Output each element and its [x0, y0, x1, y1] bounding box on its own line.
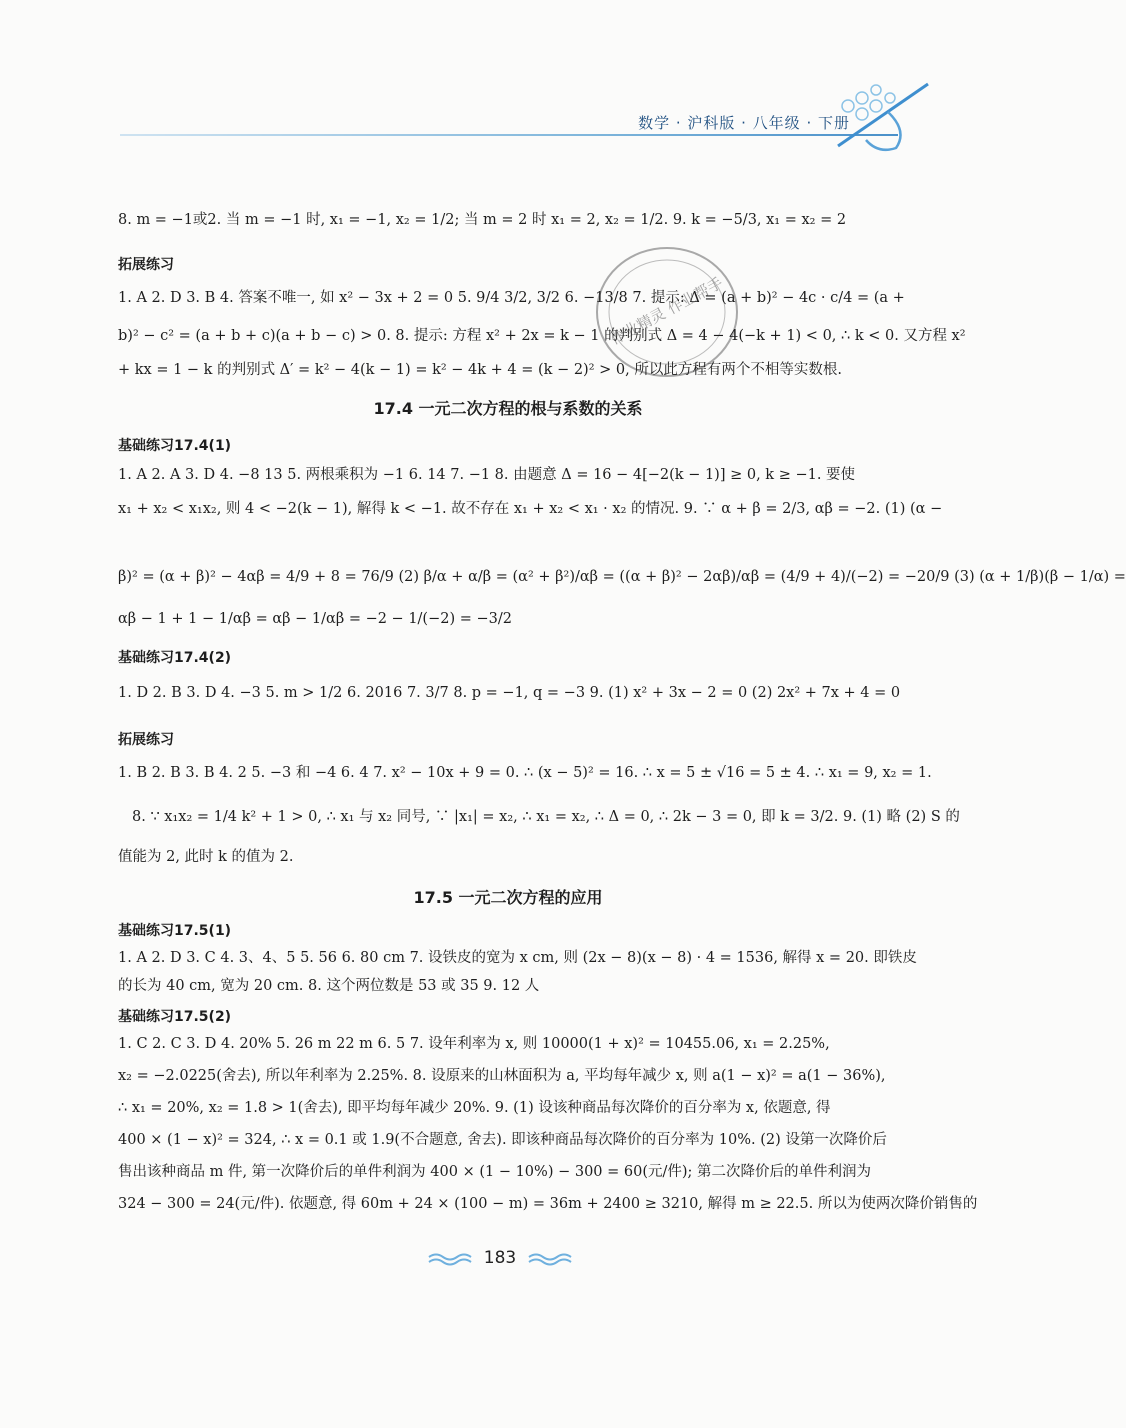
tuozhan-answers — [118, 288, 966, 380]
wave-decoration-icon — [529, 1252, 571, 1266]
practice-heading-17-4-2: 基础练习17.4(2) — [118, 650, 232, 666]
answer-line: 324 − 300 = 24(元/件). 依题意, 得 60m + 24 × (100 − m) = 36m + 2400 ≥ 3210, 解得 m ≥ 22.5. 所以为使两次降价销售的 — [118, 1196, 978, 1212]
header-decoration-icon — [818, 76, 938, 158]
answer-line: 400 × (1 − x)² = 324, ∴ x = 0.1 或 1.9(不合题意, 舍去). 即该种商品每次降价的百分率为 10%. (2) 设第一次降价后 — [118, 1132, 887, 1148]
watermark-text: 作业精灵 作业帮手 — [607, 273, 726, 349]
running-header: 数学 · 沪科版 · 八年级 · 下册 — [638, 114, 850, 132]
answer-line: 1. A 2. D 3. B 4. 答案不唯一, 如 x² − 3x + 2 = 0 5. 9/4 3/2, 3/2 6. −13/8 7. 提示: Δ = (a + b)² − 4c · c/4 = (a + — [118, 290, 905, 306]
wave-decoration-icon — [429, 1252, 471, 1266]
answers-top — [118, 210, 898, 230]
practice-heading-17-5-2: 基础练习17.5(2) — [118, 1009, 232, 1025]
answer-line: 1. B 2. B 3. B 4. 2 5. −3 和 −4 6. 4 7. x² − 10x + 9 = 0. ∴ (x − 5)² = 16. ∴ x = 5 ± √16 = 5 ± 4. ∴ x₁ = 9, x₂ = 1. — [118, 765, 932, 781]
answer-line: 1. C 2. C 3. D 4. 20% 5. 26 m 22 m 6. 5 7. 设年利率为 x, 则 10000(1 + x)² = 10455.06, x₁ = 2.25%, — [118, 1036, 830, 1052]
section-title-17-5: 17.5 一元二次方程的应用 — [413, 888, 603, 907]
answers-17-4-2 — [118, 683, 901, 703]
practice-heading-17-5-1: 基础练习17.5(1) — [118, 923, 232, 939]
answer-line: b)² − c² = (a + b + c)(a + b − c) > 0. 8. 提示: 方程 x² + 2x = k − 1 的判别式 Δ = 4 − 4(−k + 1) < 0, ∴ k < 0. 又方程 x² — [118, 328, 966, 344]
answer-line: x₂ = −2.0225(舍去), 所以年利率为 2.25%. 8. 设原来的山林面积为 a, 平均每年减少 x, 则 a(1 − x)² = a(1 − 36%), — [118, 1068, 886, 1084]
answer-line: 售出该种商品 m 件, 第一次降价后的单件利润为 400 × (1 − 10%) − 300 = 60(元/件); 第二次降价后的单件利润为 — [118, 1164, 872, 1180]
answer-line: 8. ∵ x₁x₂ = 1/4 k² + 1 > 0, ∴ x₁ 与 x₂ 同号, ∵ |x₁| = x₂, ∴ x₁ = x₂, ∴ Δ = 0, ∴ 2k − 3 = 0, 即 k = 3/2. 9. (1) 略 (2) S 的 — [132, 809, 960, 825]
answer-content — [118, 210, 1126, 1214]
answer-line: αβ − 1 + 1 − 1/αβ = αβ − 1/αβ = −2 − 1/(−2) = −3/2 — [118, 611, 512, 627]
answer-line: β)² = (α + β)² − 4αβ = 4/9 + 8 = 76/9 (2) β/α + α/β = (α² + β²)/αβ = ((α + β)² − 2αβ)/αβ = (4/9 + 4)/(−2) = −20/9 (3) (α + 1/β)(β − 1/α) = — [118, 569, 1126, 585]
answer-line: 1. A 2. A 3. D 4. −8 13 5. 两根乘积为 −1 6. 14 7. −1 8. 由题意 Δ = 16 − 4[−2(k − 1)] ≥ 0, k ≥ −1. 要使 — [118, 467, 856, 483]
answer-line: 8. m = −1或2. 当 m = −1 时, x₁ = −1, x₂ = 1/2; 当 m = 2 时 x₁ = 2, x₂ = 1/2. 9. k = −5/3, x₁ = x₂ = 2 — [118, 212, 847, 228]
answer-line: 1. A 2. D 3. C 4. 3、4、5 5. 56 6. 80 cm 7. 设铁皮的宽为 x cm, 则 (2x − 8)(x − 8) · 4 = 1536, 解得 x = 20. 即铁皮 — [118, 950, 917, 966]
answer-line: 1. D 2. B 3. D 4. −3 5. m > 1/2 6. 2016 7. 3/7 8. p = −1, q = −3 9. (1) x² + 3x − 2 = 0 (2) 2x² + 7x + 4 = 0 — [118, 685, 901, 701]
practice-heading-17-4-1: 基础练习17.4(1) — [118, 438, 232, 454]
tuozhan-heading: 拓展练习 — [118, 257, 174, 273]
header-rule — [120, 134, 898, 136]
answer-line: 的长为 40 cm, 宽为 20 cm. 8. 这个两位数是 53 或 35 9. 12 人 — [118, 978, 540, 994]
page-footer — [0, 1248, 1000, 1268]
answers-17-4-1 — [118, 465, 1126, 629]
answer-line: + kx = 1 − k 的判别式 Δ′ = k² − 4(k − 1) = k² − 4k + 4 = (k − 2)² > 0, 所以此方程有两个不相等实数根. — [118, 362, 842, 378]
answers-17-5-1 — [118, 948, 917, 996]
answer-line: ∴ x₁ = 20%, x₂ = 1.8 > 1(舍去), 即平均每年减少 20%. 9. (1) 设该种商品每次降价的百分率为 x, 依题意, 得 — [118, 1100, 831, 1116]
tuozhan-heading-17-4: 拓展练习 — [118, 732, 174, 748]
answers-17-5-2 — [118, 1034, 978, 1214]
answer-line: 值能为 2, 此时 k 的值为 2. — [118, 849, 294, 865]
tuozhan-answers-17-4 — [118, 763, 960, 867]
section-title-17-4: 17.4 一元二次方程的根与系数的关系 — [373, 399, 643, 418]
page-number: 183 — [483, 1248, 517, 1268]
answer-line: x₁ + x₂ < x₁x₂, 则 4 < −2(k − 1), 解得 k < −1. 故不存在 x₁ + x₂ < x₁ · x₂ 的情况. 9. ∵ α + β = 2/3, αβ = −2. (1) (α − — [118, 501, 943, 517]
